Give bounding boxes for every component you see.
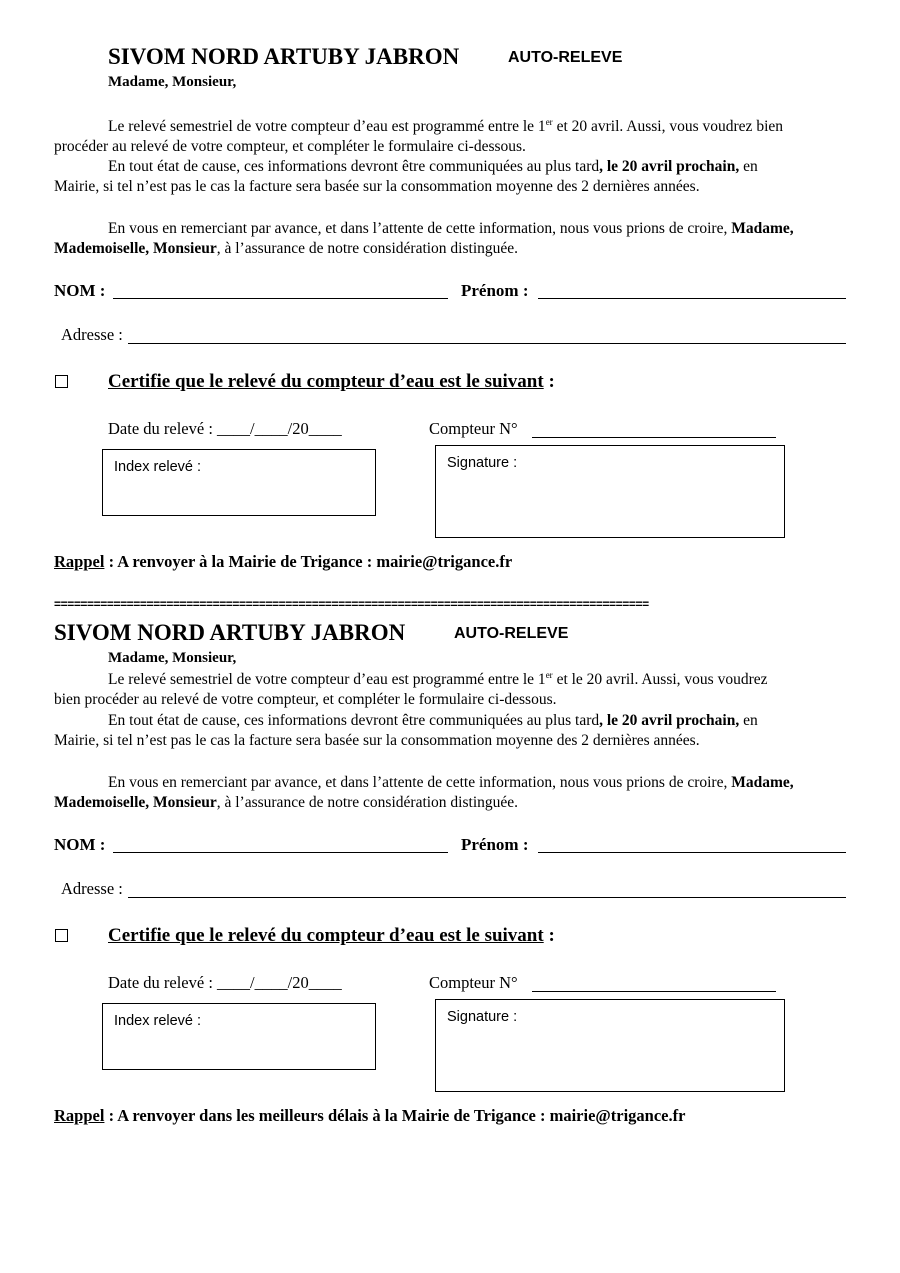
compteur-label: Compteur N° <box>429 419 518 438</box>
compteur-label: Compteur N° <box>429 973 518 992</box>
prenom-label: Prénom : <box>461 281 529 300</box>
certify-checkbox[interactable] <box>55 375 68 388</box>
paragraph-2-line-2: Mairie, si tel n’est pas le cas la facture sera basée sur la consommation moyenne des 2 dernières années. <box>54 732 700 749</box>
signature-label: Signature : <box>447 455 518 471</box>
separator-line: ========================================================================================== <box>54 597 649 611</box>
certify-checkbox[interactable] <box>55 929 68 942</box>
date-releve-field[interactable]: Date du relevé : ____/____/20____ <box>108 973 342 992</box>
paragraph-1-line-1: Le relevé semestriel de votre compteur d’eau est programmé entre le 1er et 20 avril. Aussi, vous voudrez bien <box>108 117 784 135</box>
signature-label: Signature : <box>447 1009 518 1025</box>
adresse-field[interactable] <box>128 343 846 344</box>
rappel-note: Rappel : A renvoyer dans les meilleurs délais à la Mairie de Trigance : mairie@trigance.fr <box>54 1106 686 1125</box>
nom-label: NOM : <box>54 835 106 854</box>
prenom-label: Prénom : <box>461 835 529 854</box>
certify-heading: Certifie que le relevé du compteur d’eau est le suivant : <box>108 371 555 392</box>
adresse-label: Adresse : <box>61 325 123 344</box>
paragraph-3-line-1: En vous en remerciant par avance, et dans l’attente de cette information, nous vous prions de croire, Madame, <box>108 220 794 237</box>
nom-label: NOM : <box>54 281 106 300</box>
certify-heading: Certifie que le relevé du compteur d’eau est le suivant : <box>108 925 555 946</box>
paragraph-3-line-2: Mademoiselle, Monsieur, à l’assurance de notre considération distinguée. <box>54 240 519 257</box>
prenom-field[interactable] <box>538 298 846 299</box>
date-releve-field[interactable]: Date du relevé : ____/____/20____ <box>108 419 342 438</box>
adresse-label: Adresse : <box>61 879 123 898</box>
nom-field[interactable] <box>113 298 448 299</box>
nom-field[interactable] <box>113 852 448 853</box>
salutation: Madame, Monsieur, <box>108 74 237 90</box>
signature-box[interactable] <box>435 445 785 538</box>
paragraph-3-line-1: En vous en remerciant par avance, et dans l’attente de cette information, nous vous prions de croire, Madame, <box>108 774 794 791</box>
paragraph-1-line-1: Le relevé semestriel de votre compteur d’eau est programmé entre le 1er et le 20 avril. Aussi, vous voudrez <box>108 670 768 688</box>
paragraph-1-line-2: procéder au relevé de votre compteur, et compléter le formulaire ci-dessous. <box>54 138 526 155</box>
adresse-field[interactable] <box>128 897 846 898</box>
index-releve-box[interactable] <box>102 1003 376 1070</box>
signature-box[interactable] <box>435 999 785 1092</box>
compteur-field[interactable] <box>532 437 776 438</box>
org-title: SIVOM NORD ARTUBY JABRON <box>108 44 460 69</box>
org-title: SIVOM NORD ARTUBY JABRON <box>54 620 406 645</box>
paragraph-2-line-1: En tout état de cause, ces informations devront être communiquées au plus tard, le 20 avril prochain, en <box>108 712 758 729</box>
index-releve-label: Index relevé : <box>114 1013 202 1029</box>
paragraph-3-line-2: Mademoiselle, Monsieur, à l’assurance de notre considération distinguée. <box>54 794 519 811</box>
salutation: Madame, Monsieur, <box>108 650 237 666</box>
paragraph-2-line-2: Mairie, si tel n’est pas le cas la facture sera basée sur la consommation moyenne des 2 dernières années. <box>54 178 700 195</box>
compteur-field[interactable] <box>532 991 776 992</box>
rappel-note: Rappel : A renvoyer à la Mairie de Trigance : mairie@trigance.fr <box>54 552 513 571</box>
form-subtitle: AUTO-RELEVE <box>508 49 623 66</box>
form-subtitle: AUTO-RELEVE <box>454 625 569 642</box>
index-releve-box[interactable] <box>102 449 376 516</box>
paragraph-1-line-2: bien procéder au relevé de votre compteur, et compléter le formulaire ci-dessous. <box>54 691 557 708</box>
paragraph-2-line-1: En tout état de cause, ces informations devront être communiquées au plus tard, le 20 avril prochain, en <box>108 158 758 175</box>
index-releve-label: Index relevé : <box>114 459 202 475</box>
prenom-field[interactable] <box>538 852 846 853</box>
